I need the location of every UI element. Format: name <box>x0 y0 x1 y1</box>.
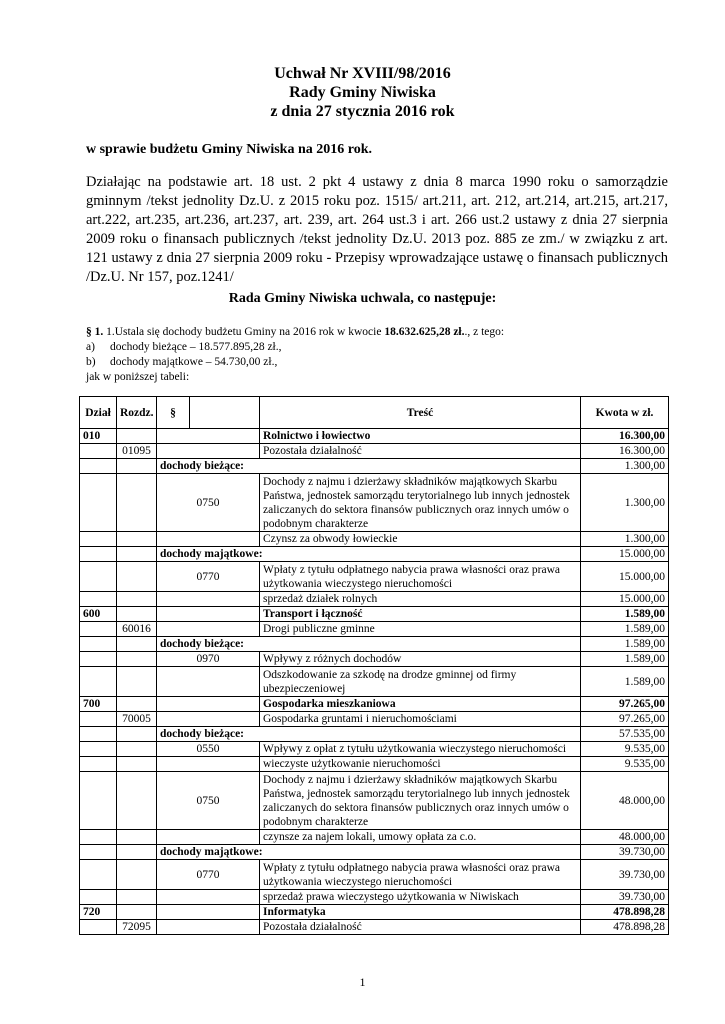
table-row <box>80 622 669 637</box>
cell-tresc: Transport i łączność <box>260 607 581 622</box>
cell-kwota: 39.730,00 <box>581 860 669 890</box>
cell-tresc: Czynsz za obwody łowieckie <box>260 532 581 547</box>
cell-rozdz <box>117 757 157 772</box>
header-tresc: Treść <box>260 397 581 429</box>
cell-dzial <box>80 845 117 860</box>
table-row <box>80 860 669 890</box>
cell-tresc: Pozostała działalność <box>260 444 581 459</box>
table-row <box>80 652 669 667</box>
total-income-amount: 18.632.625,28 zł. <box>384 326 465 338</box>
table-row <box>80 697 669 712</box>
cell-rozdz <box>117 592 157 607</box>
table-row <box>80 547 669 562</box>
cell-kwota: 15.000,00 <box>581 547 669 562</box>
cell-dzial <box>80 890 117 905</box>
cell-paragraph: 0550 <box>157 742 260 757</box>
cell-paragraph <box>157 697 260 712</box>
header-spacer <box>190 397 260 429</box>
legal-basis-line: Działając na podstawie art. 18 ust. 2 pkt 4 ustawy z dnia 8 marca 1990 roku o <box>86 174 589 190</box>
cell-rozdz <box>117 532 157 547</box>
cell-rozdz: 60016 <box>117 622 157 637</box>
cell-rozdz <box>117 429 157 444</box>
cell-kwota: 1.300,00 <box>581 459 669 474</box>
header-paragraph: § <box>157 397 190 429</box>
cell-kwota: 15.000,00 <box>581 592 669 607</box>
cell-dzial: 010 <box>80 429 117 444</box>
cell-dzial: 700 <box>80 697 117 712</box>
cell-kwota: 15.000,00 <box>581 562 669 592</box>
cell-rozdz <box>117 860 157 890</box>
cell-paragraph: 0770 <box>157 860 260 890</box>
cell-rozdz <box>117 772 157 830</box>
paragraph-1-main <box>86 325 504 340</box>
cell-group-label: dochody bieżące: <box>157 727 581 742</box>
cell-rozdz <box>117 667 157 697</box>
cell-paragraph <box>157 532 260 547</box>
cell-paragraph <box>157 444 260 459</box>
cell-tresc: Gospodarka mieszkaniowa <box>260 697 581 712</box>
cell-paragraph <box>157 712 260 727</box>
table-row <box>80 607 669 622</box>
cell-rozdz <box>117 547 157 562</box>
cell-kwota: 97.265,00 <box>581 697 669 712</box>
cell-dzial <box>80 547 117 562</box>
cell-dzial <box>80 920 117 935</box>
cell-dzial <box>80 667 117 697</box>
cell-tresc: Dochody z najmu i dzierżawy składników majątkowych Skarbu Państwa, jednostek samorządu terytorialnego lub innych jednostek zaliczanych do sektora finansów publicznych oraz innych umów o podobnym charakterze <box>260 772 581 830</box>
table-row <box>80 459 669 474</box>
paragraph-closing: jak w poniższej tabeli: <box>86 371 190 383</box>
cell-kwota: 1.589,00 <box>581 652 669 667</box>
list-text: dochody majątkowe – 54.730,00 zł., <box>110 356 278 368</box>
cell-paragraph <box>157 622 260 637</box>
header-dzial: Dział <box>80 397 117 429</box>
legal-basis-line: z dnia 27 sierpnia 2009 roku o finansach publicznych /tekst jednolity Dz.U. 2013 poz. 885 ze <box>86 212 668 247</box>
cell-paragraph <box>157 757 260 772</box>
title-line-date: z dnia 27 stycznia 2016 rok <box>270 103 455 120</box>
cell-dzial: 720 <box>80 905 117 920</box>
cell-paragraph <box>157 890 260 905</box>
cell-tresc: Pozostała działalność <box>260 920 581 935</box>
cell-tresc: Odszkodowanie za szkodę na drodze gminnej od firmy ubezpieczeniowej <box>260 667 581 697</box>
cell-rozdz <box>117 562 157 592</box>
legal-basis-line: zm./ w związku z art. 121 ustawy z dnia 27 sierpnia 2009 roku - Przepisy wprowadzające <box>86 231 668 266</box>
cell-rozdz <box>117 742 157 757</box>
legal-basis-line: ustawę o finansach publicznych /Dz.U. Nr 157, poz.1241/ <box>86 250 669 285</box>
cell-kwota: 1.589,00 <box>581 667 669 697</box>
table-row <box>80 667 669 697</box>
cell-rozdz <box>117 474 157 532</box>
legal-basis-paragraph <box>86 173 668 287</box>
cell-tresc: Gospodarka gruntami i nieruchomościami <box>260 712 581 727</box>
resolve-heading: Rada Gminy Niwiska uchwala, co następuje: <box>228 291 497 306</box>
cell-rozdz: 01095 <box>117 444 157 459</box>
cell-rozdz <box>117 652 157 667</box>
table-row <box>80 532 669 547</box>
cell-paragraph <box>157 607 260 622</box>
paragraph-sign: § 1. <box>86 326 104 338</box>
cell-kwota: 1.589,00 <box>581 637 669 652</box>
cell-group-label: dochody majątkowe: <box>157 845 581 860</box>
table-row <box>80 727 669 742</box>
table-row <box>80 444 669 459</box>
resolution-title <box>0 64 725 121</box>
cell-tresc: Drogi publiczne gminne <box>260 622 581 637</box>
cell-dzial <box>80 532 117 547</box>
cell-rozdz <box>117 830 157 845</box>
cell-rozdz: 72095 <box>117 920 157 935</box>
cell-rozdz <box>117 697 157 712</box>
cell-paragraph <box>157 592 260 607</box>
cell-group-label: dochody majątkowe: <box>157 547 581 562</box>
page-number: 1 <box>359 975 366 989</box>
cell-rozdz <box>117 845 157 860</box>
cell-kwota: 57.535,00 <box>581 727 669 742</box>
cell-dzial <box>80 637 117 652</box>
cell-kwota: 39.730,00 <box>581 890 669 905</box>
table-row <box>80 920 669 935</box>
legal-basis-line: art.215, art.217, art.222, art.235, art.236, art.237, art. 239, art. 264 ust.3 i art. 266 ust.2 ustawy <box>86 193 669 228</box>
cell-paragraph <box>157 920 260 935</box>
title-line-number: Uchwał Nr XVIII/98/2016 <box>274 65 451 82</box>
title-line-council: Rady Gminy Niwiska <box>289 84 436 101</box>
table-row <box>80 592 669 607</box>
table-row <box>80 474 669 532</box>
cell-dzial <box>80 860 117 890</box>
paragraph-1 <box>86 325 504 385</box>
cell-rozdz <box>117 459 157 474</box>
paragraph-text-end: ., z tego: <box>464 326 505 338</box>
cell-dzial <box>80 444 117 459</box>
cell-kwota: 478.898,28 <box>581 920 669 935</box>
table-row <box>80 712 669 727</box>
list-item <box>86 340 504 355</box>
cell-tresc: Wpłaty z tytułu odpłatnego nabycia prawa własności oraz prawa użytkowania wieczystego nieruchomości <box>260 860 581 890</box>
list-label: b) <box>86 356 96 368</box>
cell-tresc: Dochody z najmu i dzierżawy składników majątkowych Skarbu Państwa, jednostek samorządu terytorialnego lub innych jednostek zaliczanych do sektora finansów publicznych oraz innych umów o podobnym charakterze <box>260 474 581 532</box>
cell-paragraph: 0750 <box>157 474 260 532</box>
cell-kwota: 39.730,00 <box>581 845 669 860</box>
cell-rozdz <box>117 905 157 920</box>
table-row <box>80 830 669 845</box>
cell-dzial <box>80 592 117 607</box>
paragraph-text: 1.Ustala się dochody budżetu Gminy na 2016 rok w kwocie <box>103 326 385 338</box>
cell-tresc: Wpłaty z tytułu odpłatnego nabycia prawa własności oraz prawa użytkowania wieczystego nieruchomości <box>260 562 581 592</box>
table-row <box>80 905 669 920</box>
table-row <box>80 772 669 830</box>
table-row <box>80 757 669 772</box>
cell-dzial: 600 <box>80 607 117 622</box>
cell-tresc: czynsze za najem lokali, umowy opłata za c.o. <box>260 830 581 845</box>
cell-tresc: Wpływy z opłat z tytułu użytkowania wieczystego nieruchomości <box>260 742 581 757</box>
cell-dzial <box>80 652 117 667</box>
cell-kwota: 48.000,00 <box>581 772 669 830</box>
cell-tresc: Rolnictwo i łowiectwo <box>260 429 581 444</box>
table-row <box>80 429 669 444</box>
table-row <box>80 562 669 592</box>
cell-paragraph <box>157 667 260 697</box>
cell-tresc: sprzedaż prawa wieczystego użytkowania w Niwiskach <box>260 890 581 905</box>
table-row <box>80 637 669 652</box>
cell-dzial <box>80 474 117 532</box>
cell-paragraph: 0970 <box>157 652 260 667</box>
cell-dzial <box>80 562 117 592</box>
cell-dzial <box>80 830 117 845</box>
cell-kwota: 478.898,28 <box>581 905 669 920</box>
cell-dzial <box>80 712 117 727</box>
cell-kwota: 1.300,00 <box>581 474 669 532</box>
list-label: a) <box>86 341 95 353</box>
legal-basis-line: samorządzie gminnym /tekst jednolity Dz.U. z 2015 roku poz. 1515/ art.211, art. 212, art.214, <box>86 174 668 209</box>
cell-dzial <box>80 772 117 830</box>
cell-dzial <box>80 727 117 742</box>
table-row <box>80 890 669 905</box>
cell-rozdz: 70005 <box>117 712 157 727</box>
cell-dzial <box>80 757 117 772</box>
cell-group-label: dochody bieżące: <box>157 459 581 474</box>
cell-dzial <box>80 459 117 474</box>
cell-kwota: 16.300,00 <box>581 444 669 459</box>
cell-dzial <box>80 622 117 637</box>
cell-tresc: sprzedaż działek rolnych <box>260 592 581 607</box>
cell-kwota: 9.535,00 <box>581 757 669 772</box>
list-text: dochody bieżące – 18.577.895,28 zł., <box>110 341 282 353</box>
cell-rozdz <box>117 727 157 742</box>
cell-paragraph: 0770 <box>157 562 260 592</box>
cell-paragraph <box>157 830 260 845</box>
cell-dzial <box>80 742 117 757</box>
cell-kwota: 1.589,00 <box>581 607 669 622</box>
cell-kwota: 97.265,00 <box>581 712 669 727</box>
table-row <box>80 845 669 860</box>
cell-kwota: 48.000,00 <box>581 830 669 845</box>
cell-paragraph <box>157 429 260 444</box>
table-row <box>80 742 669 757</box>
header-kwota: Kwota w zł. <box>581 397 669 429</box>
cell-rozdz <box>117 637 157 652</box>
list-item <box>86 355 504 370</box>
cell-kwota: 16.300,00 <box>581 429 669 444</box>
income-table <box>79 396 669 935</box>
header-rozdz: Rozdz. <box>117 397 157 429</box>
cell-tresc: wieczyste użytkowanie nieruchomości <box>260 757 581 772</box>
cell-rozdz <box>117 607 157 622</box>
cell-kwota: 9.535,00 <box>581 742 669 757</box>
cell-paragraph <box>157 905 260 920</box>
cell-paragraph: 0750 <box>157 772 260 830</box>
cell-tresc: Wpływy z różnych dochodów <box>260 652 581 667</box>
cell-tresc: Informatyka <box>260 905 581 920</box>
cell-kwota: 1.300,00 <box>581 532 669 547</box>
resolution-subject: w sprawie budżetu Gminy Niwiska na 2016 rok. <box>86 142 373 157</box>
cell-kwota: 1.589,00 <box>581 622 669 637</box>
cell-rozdz <box>117 890 157 905</box>
cell-group-label: dochody bieżące: <box>157 637 581 652</box>
